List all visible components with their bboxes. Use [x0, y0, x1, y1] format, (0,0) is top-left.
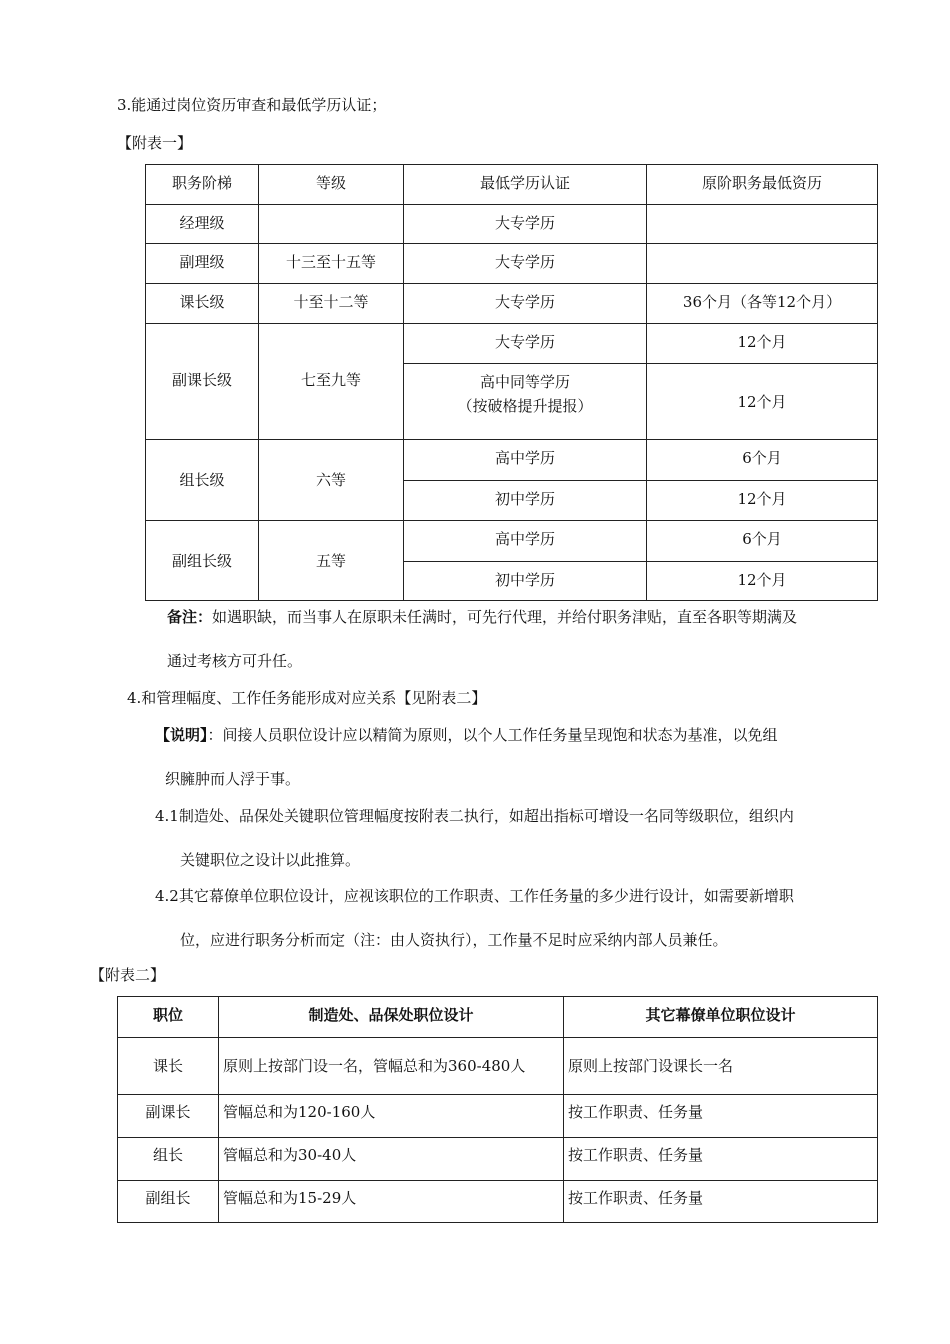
t2-cell-staff: 原则上按部门设课长一名 — [564, 1038, 878, 1095]
note-label: 备注 — [167, 608, 198, 626]
t1-cell-req: 6个月 — [647, 521, 878, 562]
para-4-1-line-2: 关键职位之设计以此推算。 — [180, 851, 361, 869]
t1-cell-req: 12个月 — [647, 481, 878, 521]
t2-cell-position: 副组长 — [118, 1181, 219, 1223]
t1-cell-level: 副组长级 — [146, 521, 259, 601]
t1-cell-level: 课长级 — [146, 284, 259, 324]
table1-caption: 【附表一】 — [117, 134, 193, 152]
t1-cell-grade: 七至九等 — [259, 324, 404, 440]
note-line-2: 通过考核方可升任。 — [167, 652, 303, 670]
para-4-1-line-1: 4.1制造处、品保处关键职位管理幅度按附表二执行，如超出指标可增设一名同等级职位，组织内 — [155, 807, 794, 825]
t1-cell-edu: 初中学历 — [404, 481, 647, 521]
t1-cell-edu: 高中学历 — [404, 521, 647, 562]
t1-header-edu: 最低学历认证 — [404, 165, 647, 205]
t1-cell-level: 副课长级 — [146, 324, 259, 440]
t1-cell-grade — [259, 205, 404, 244]
t2-cell-position: 组长 — [118, 1138, 219, 1181]
t1-cell-req — [647, 205, 878, 244]
table2-caption: 【附表二】 — [90, 966, 166, 984]
t1-cell-req: 12个月 — [647, 562, 878, 601]
t1-edu-line2: （按破格提升提报） — [457, 397, 593, 415]
t1-cell-grade: 五等 — [259, 521, 404, 601]
t1-cell-level: 组长级 — [146, 440, 259, 521]
t1-header-grade: 等级 — [259, 165, 404, 205]
t1-cell-req: 6个月 — [647, 440, 878, 481]
t1-edu-line1: 高中同等学历 — [479, 373, 570, 391]
t1-cell-req: 12个月 — [647, 324, 878, 364]
t1-cell-grade: 十三至十五等 — [259, 244, 404, 284]
t2-header-mfg: 制造处、品保处职位设计 — [219, 997, 564, 1038]
t1-cell-edu: 大专学历 — [404, 205, 647, 244]
t1-cell-grade: 六等 — [259, 440, 404, 521]
t2-cell-position: 课长 — [118, 1038, 219, 1095]
t1-cell-edu — [404, 364, 647, 440]
note-colon: ： — [197, 608, 213, 626]
t2-cell-mfg: 管幅总和为15-29人 — [219, 1181, 564, 1223]
t1-cell-req — [647, 244, 878, 284]
t1-cell-edu: 初中学历 — [404, 562, 647, 601]
t1-cell-req: 36个月（各等12个月） — [647, 284, 878, 324]
note-text-1: 如遇职缺，而当事人在原职未任满时，可先行代理，并给付职务津贴，直至各职等期满及 — [212, 608, 798, 626]
t1-cell-edu: 大专学历 — [404, 284, 647, 324]
t1-header-req: 原阶职务最低资历 — [647, 165, 878, 205]
t2-cell-position: 副课长 — [118, 1095, 219, 1138]
t2-cell-mfg: 管幅总和为30-40人 — [219, 1138, 564, 1181]
t2-cell-mfg: 原则上按部门设一名，管幅总和为360-480人 — [219, 1038, 564, 1095]
explain-label: 【说明】 — [155, 726, 208, 744]
explain-line-1 — [155, 724, 778, 745]
t1-cell-req: 12个月 — [647, 364, 878, 440]
explain-text-1: ：间接人员职位设计应以精简为原则，以个人工作任务量呈现饱和状态为基准，以免组 — [207, 726, 778, 744]
t2-header-staff: 其它幕僚单位职位设计 — [564, 997, 878, 1038]
t2-cell-mfg: 管幅总和为120-160人 — [219, 1095, 564, 1138]
t1-cell-grade: 十至十二等 — [259, 284, 404, 324]
t1-header-level: 职务阶梯 — [146, 165, 259, 205]
t1-cell-edu: 高中学历 — [404, 440, 647, 481]
t1-cell-level: 经理级 — [146, 205, 259, 244]
table-1 — [145, 164, 878, 601]
t1-cell-level: 副理级 — [146, 244, 259, 284]
t2-cell-staff: 按工作职责、任务量 — [564, 1138, 878, 1181]
t1-cell-edu: 大专学历 — [404, 324, 647, 364]
table-2 — [117, 996, 878, 1223]
section-4-heading: 4.和管理幅度、工作任务能形成对应关系【见附表二】 — [127, 689, 487, 707]
t2-header-position: 职位 — [118, 997, 219, 1038]
t2-cell-staff: 按工作职责、任务量 — [564, 1181, 878, 1223]
section-3-heading: 3.能通过岗位资历审查和最低学历认证； — [117, 96, 387, 114]
note-line-1 — [167, 606, 797, 627]
t1-cell-edu: 大专学历 — [404, 244, 647, 284]
para-4-2-line-2: 位，应进行职务分析而定（注：由人资执行），工作量不足时应采纳内部人员兼任。 — [180, 931, 728, 949]
explain-line-2: 织臃肿而人浮于事。 — [165, 770, 301, 788]
t2-cell-staff: 按工作职责、任务量 — [564, 1095, 878, 1138]
para-4-2-line-1: 4.2其它幕僚单位职位设计，应视该职位的工作职责、工作任务量的多少进行设计，如需要新增职 — [155, 887, 794, 905]
